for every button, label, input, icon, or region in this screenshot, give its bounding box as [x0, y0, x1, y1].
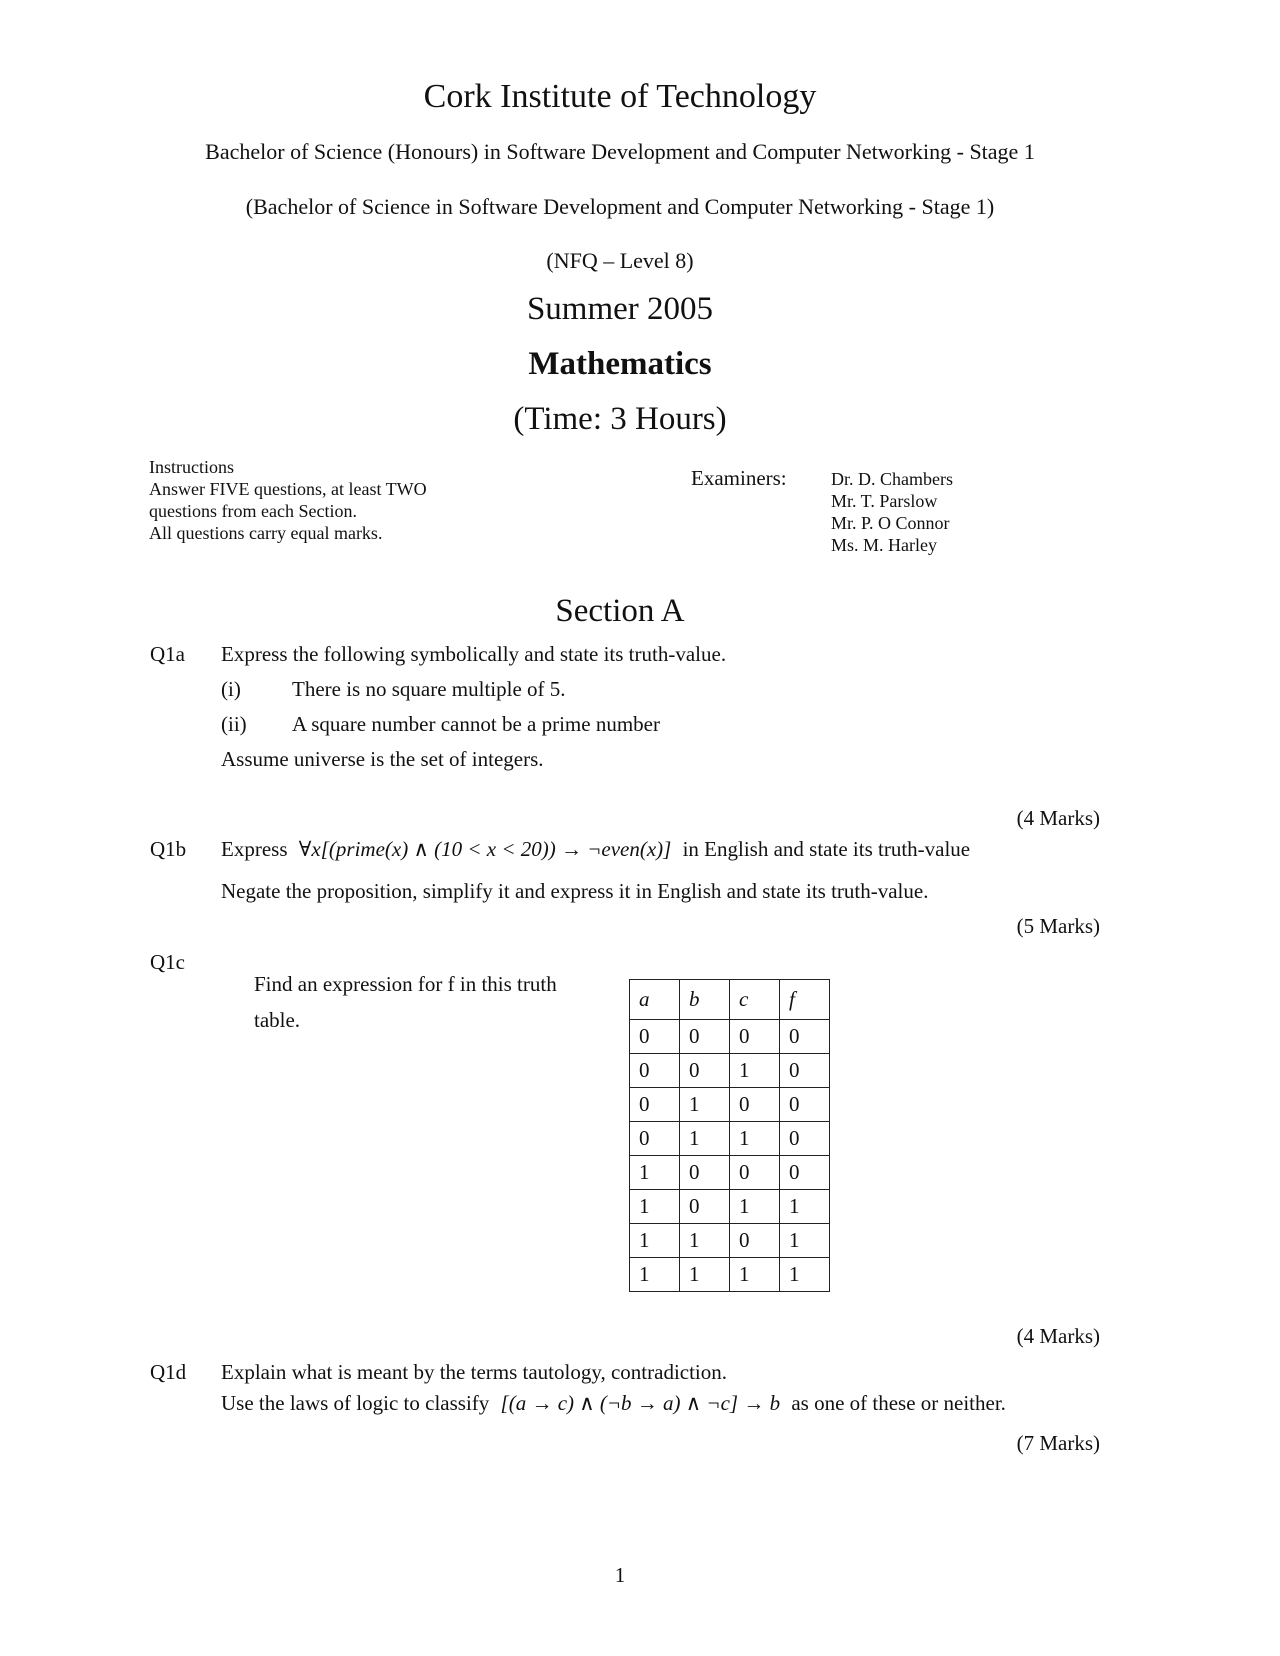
table-cell: 1 [680, 1258, 730, 1292]
table-row [630, 1224, 830, 1258]
q1a-note: Assume universe is the set of integers. [221, 747, 544, 771]
header-cell: f [780, 980, 830, 1020]
page-number: 1 [614, 1563, 626, 1587]
table-cell: 1 [730, 1190, 780, 1224]
table-cell: 1 [780, 1190, 830, 1224]
question-label: Q1b [150, 837, 187, 861]
table-cell: 0 [630, 1054, 680, 1088]
examiner-name: Dr. D. Chambers [831, 469, 953, 489]
header-cell: b [680, 980, 730, 1020]
table-cell: 1 [680, 1122, 730, 1156]
instructions-line: questions from each Section. [149, 501, 357, 521]
table-cell: 0 [730, 1156, 780, 1190]
q1d-formula: [(a → c) ∧ (¬b → a) ∧ ¬c] → b [500, 1391, 781, 1415]
table-cell: 0 [730, 1020, 780, 1054]
table-cell: 0 [630, 1122, 680, 1156]
q1a-marks: (4 Marks) [1016, 806, 1100, 830]
table-cell: 0 [780, 1020, 830, 1054]
examiners-label: Examiners: [691, 466, 787, 490]
q1b-prefix: Express [221, 837, 288, 861]
table-cell: 1 [630, 1156, 680, 1190]
table-row [630, 1088, 830, 1122]
q1d-suffix: as one of these or neither. [791, 1391, 1006, 1415]
table-cell: 1 [630, 1190, 680, 1224]
q1d-line1: Explain what is meant by the terms tautology, contradiction. [221, 1360, 728, 1384]
nfq-level: (NFQ – Level 8) [546, 248, 694, 273]
table-cell: 1 [680, 1224, 730, 1258]
examiners-list [831, 468, 953, 556]
table-row [630, 1054, 830, 1088]
truth-table [629, 979, 830, 1292]
table-cell: 0 [780, 1156, 830, 1190]
q1c-text-line: table. [254, 1008, 301, 1032]
table-cell: 1 [680, 1088, 730, 1122]
exam-duration: (Time: 3 Hours) [513, 401, 727, 437]
q1a-item-text: A square number cannot be a prime number [292, 712, 660, 736]
table-cell: 0 [630, 1020, 680, 1054]
table-cell: 0 [780, 1054, 830, 1088]
q1c-text [254, 966, 557, 1038]
table-row [630, 1190, 830, 1224]
section-title: Section A [555, 593, 685, 629]
q1a-item-number: (ii) [221, 712, 247, 736]
q1b-formula: ∀x[(prime(x) ∧ (10 < x < 20)) → ¬even(x)] [298, 837, 672, 861]
examiner-name: Mr. T. Parslow [831, 491, 938, 511]
table-cell: 0 [730, 1224, 780, 1258]
programme-ordinary: (Bachelor of Science in Software Development and Computer Networking - Stage 1) [245, 194, 995, 219]
table-cell: 0 [680, 1020, 730, 1054]
question-label: Q1c [150, 950, 185, 974]
table-cell: 1 [730, 1122, 780, 1156]
q1a-item-text: There is no square multiple of 5. [292, 677, 566, 701]
table-row [630, 1156, 830, 1190]
instructions-title: Instructions [149, 457, 234, 477]
q1d-line2 [221, 1391, 1006, 1416]
q1c-text-line: Find an expression for f in this truth [254, 972, 557, 996]
table-cell: 0 [680, 1156, 730, 1190]
table-cell: 1 [630, 1258, 680, 1292]
q1a-item-number: (i) [221, 677, 241, 701]
header-cell: c [730, 980, 780, 1020]
table-cell: 0 [680, 1054, 730, 1088]
table-cell: 0 [680, 1190, 730, 1224]
q1b-line2: Negate the proposition, simplify it and express it in English and state its truth-value. [221, 879, 929, 903]
table-cell: 1 [730, 1258, 780, 1292]
table-cell: 1 [780, 1224, 830, 1258]
table-cell: 0 [730, 1088, 780, 1122]
examiner-name: Ms. M. Harley [831, 535, 937, 555]
q1b-marks: (5 Marks) [1016, 914, 1100, 938]
table-cell: 1 [780, 1258, 830, 1292]
instructions-line: All questions carry equal marks. [149, 523, 383, 543]
table-cell: 0 [780, 1122, 830, 1156]
q1b-suffix: in English and state its truth-value [682, 837, 971, 861]
table-cell: 0 [630, 1088, 680, 1122]
examiner-name: Mr. P. O Connor [831, 513, 950, 533]
table-row [630, 1020, 830, 1054]
exam-session: Summer 2005 [526, 291, 714, 327]
programme-honours: Bachelor of Science (Honours) in Software Development and Computer Networking - Stage 1 [205, 139, 1035, 164]
table-cell: 1 [730, 1054, 780, 1088]
instructions-block [149, 456, 427, 544]
instructions-line: Answer FIVE questions, at least TWO [149, 479, 427, 499]
q1c-marks: (4 Marks) [1016, 1324, 1100, 1348]
subject-title: Mathematics [528, 346, 712, 382]
table-cell: 0 [780, 1088, 830, 1122]
question-label: Q1d [150, 1360, 187, 1384]
table-row [630, 1258, 830, 1292]
q1d-marks: (7 Marks) [1016, 1431, 1100, 1455]
truth-table-header [630, 980, 830, 1020]
q1a-text: Express the following symbolically and state its truth-value. [221, 642, 727, 666]
header-cell: a [630, 980, 680, 1020]
q1b-line1 [221, 837, 970, 862]
table-cell: 1 [630, 1224, 680, 1258]
institution-title: Cork Institute of Technology [423, 78, 817, 115]
table-row [630, 1122, 830, 1156]
q1d-prefix: Use the laws of logic to classify [221, 1391, 490, 1415]
question-label: Q1a [150, 642, 185, 666]
